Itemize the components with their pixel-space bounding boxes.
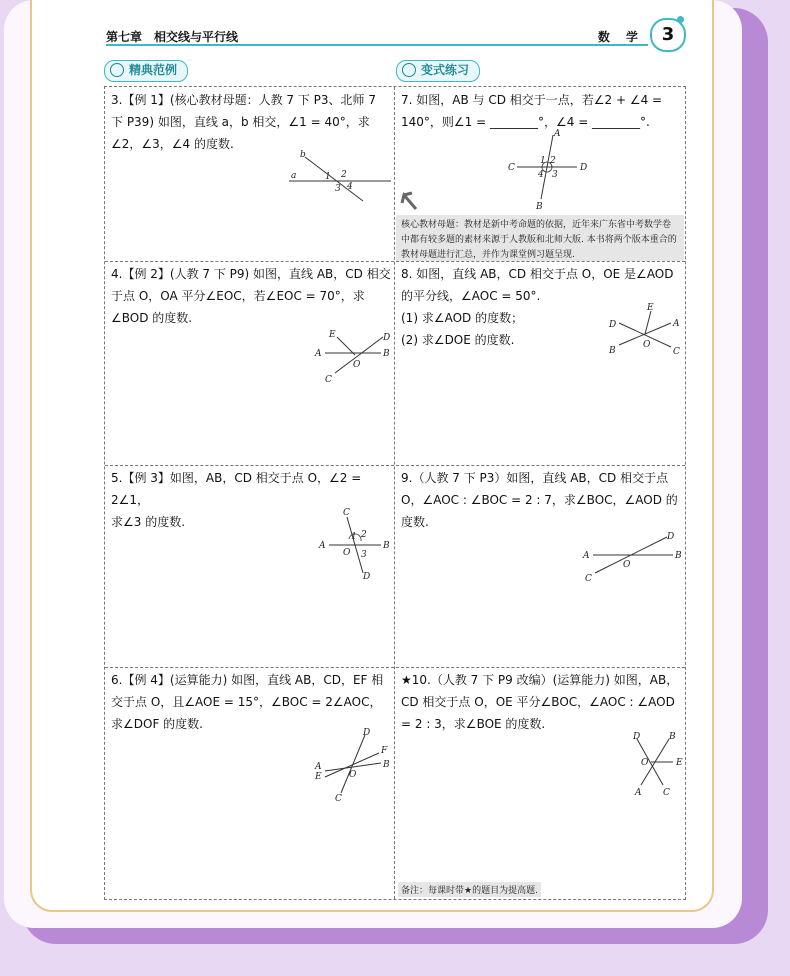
label-4: 4 xyxy=(347,182,353,192)
problem-3-line: ∠2，∠3，∠4 的度数. xyxy=(111,137,234,151)
label-C: C xyxy=(663,788,670,797)
problem-9-line: 度数. xyxy=(401,515,429,529)
problem-8-line: 8. 如图，直线 AB，CD 相交于点 O，OE 是∠AOD xyxy=(401,267,674,281)
figure-6 xyxy=(311,727,395,801)
problem-3-line: 3.【例 1】(核心教材母题：人教 7 下 P3、北师 7 xyxy=(111,93,376,107)
label-C: C xyxy=(335,794,342,801)
label-D: D xyxy=(363,572,371,582)
label-B: B xyxy=(383,760,390,770)
grid-divider-row2 xyxy=(105,465,685,466)
note-box: 核心教材母题：教材是新中考命题的依据，近年来广东省中考数学卷中都有较多题的素材来源于人教版和北师大版. 本书将两个版本重合的教材母题进行汇总，并作为课堂例习题呈现. xyxy=(396,215,684,261)
label-A: A xyxy=(673,319,680,329)
label-E: E xyxy=(647,303,654,313)
label-1: 1 xyxy=(540,156,546,166)
problem-9-line: 9.（人教 7 下 P3）如图，直线 AB，CD 相交于点 xyxy=(401,471,669,485)
label-A: A xyxy=(635,788,642,797)
label-3: 3 xyxy=(361,550,367,560)
problem-9 xyxy=(401,467,683,533)
label-1: 1 xyxy=(351,532,357,542)
figure-4 xyxy=(311,327,395,391)
label-B: B xyxy=(675,551,682,561)
label-A: A xyxy=(583,551,590,561)
problem-7-line: 140°，则∠1 = ________°，∠4 = ________°. xyxy=(401,115,650,129)
chapter-title: 第七章 相交线与平行线 xyxy=(106,30,239,44)
label-E: E xyxy=(315,772,322,782)
problem-4-line: ∠BOD 的度数. xyxy=(111,311,193,325)
label-a: a xyxy=(291,171,297,181)
label-B: B xyxy=(383,349,390,359)
problem-4-line: 4.【例 2】(人教 7 下 P9) 如图，直线 AB，CD 相交 xyxy=(111,267,391,281)
pencil-icon xyxy=(402,63,416,77)
header-rule xyxy=(106,44,648,46)
grid-divider-row1 xyxy=(105,261,685,262)
label-C: C xyxy=(508,163,515,173)
label-2: 2 xyxy=(341,170,347,180)
label-D: D xyxy=(633,732,641,742)
label-B: B xyxy=(609,346,616,356)
problem-10 xyxy=(401,669,683,735)
problem-4-line: 于点 O，OA 平分∠EOC，若∠EOC = 70°，求 xyxy=(111,289,365,303)
problem-8-line: 的平分线，∠AOC = 50°. xyxy=(401,289,541,303)
label-A: A xyxy=(554,129,561,139)
subject-label: 数 学 xyxy=(597,30,644,44)
label-D: D xyxy=(580,163,588,173)
label-2: 2 xyxy=(361,530,367,540)
label-B: B xyxy=(536,202,543,211)
label-1: 1 xyxy=(325,172,331,182)
label-A: A xyxy=(315,349,322,359)
problem-5-line: 5.【例 3】如图，AB，CD 相交于点 O，∠2 = 2∠1， xyxy=(111,471,362,507)
tag-practice xyxy=(396,60,480,82)
tag-examples-label: 精典范例 xyxy=(129,63,178,77)
figure-9 xyxy=(579,531,689,587)
label-B: B xyxy=(383,541,390,551)
figure-3 xyxy=(285,145,395,215)
problem-9-line: O，∠AOC : ∠BOC = 2 : 7，求∠BOC，∠AOD 的 xyxy=(401,493,678,507)
label-O: O xyxy=(343,548,351,558)
label-b: b xyxy=(300,150,306,160)
ray-oe xyxy=(337,337,355,355)
label-F: F xyxy=(381,746,388,756)
label-C: C xyxy=(343,508,350,518)
globe-icon xyxy=(110,63,124,77)
label-3: 3 xyxy=(552,170,558,180)
problem-3-line: 下 P39) 如图，直线 a，b 相交，∠1 = 40°，求 xyxy=(111,115,370,129)
page-number: 3 xyxy=(650,18,686,52)
figure-10 xyxy=(621,731,691,797)
figure-7 xyxy=(503,127,593,211)
tag-examples xyxy=(104,60,188,82)
page-header xyxy=(76,14,688,48)
problem-6-line: 交于点 O，且∠AOE = 15°，∠BOC = 2∠AOC， xyxy=(111,695,382,709)
problem-6-line: 6.【例 4】(运算能力) 如图，直线 AB，CD，EF 相 xyxy=(111,673,384,687)
label-O: O xyxy=(643,340,651,350)
line-cd xyxy=(341,735,365,793)
label-O: O xyxy=(641,758,649,768)
problem-5-line: 求∠3 的度数. xyxy=(111,515,186,529)
figure-5 xyxy=(315,503,395,583)
label-D: D xyxy=(667,532,675,542)
problem-6-line: 求∠DOF 的度数. xyxy=(111,717,203,731)
ray-oe xyxy=(645,311,651,334)
label-C: C xyxy=(585,574,592,584)
label-E: E xyxy=(329,330,336,340)
problem-grid xyxy=(104,86,686,900)
label-A: A xyxy=(315,762,322,772)
label-A: A xyxy=(319,541,326,551)
label-2: 2 xyxy=(550,156,556,166)
label-C: C xyxy=(325,375,332,385)
label-B: B xyxy=(669,732,676,742)
line-b xyxy=(305,157,363,201)
problem-7-line: 7. 如图，AB 与 CD 相交于一点，若∠2 + ∠4 = xyxy=(401,93,663,107)
label-D: D xyxy=(363,728,371,738)
label-O: O xyxy=(349,770,357,780)
problem-10-line: CD 相交于点 O，OE 平分∠BOC，∠AOC : ∠AOD xyxy=(401,695,675,709)
figure-8 xyxy=(601,301,687,365)
page-number-dot xyxy=(677,16,684,23)
grid-divider-row3 xyxy=(105,667,685,668)
label-D: D xyxy=(383,333,391,343)
label-C: C xyxy=(673,347,680,357)
problem-6 xyxy=(111,669,391,735)
label-O: O xyxy=(623,560,631,570)
label-3: 3 xyxy=(335,184,341,194)
problem-8-line: (1) 求∠AOD 的度数； xyxy=(401,311,524,325)
tag-practice-label: 变式练习 xyxy=(421,63,470,77)
problem-4 xyxy=(111,263,391,329)
footnote: 备注：每课时带★的题目为提高题. xyxy=(398,882,541,897)
problem-10-line: = 2 : 3，求∠BOE 的度数. xyxy=(401,717,546,731)
label-O: O xyxy=(353,360,361,370)
label-E: E xyxy=(676,758,683,768)
problem-10-line: ★10.（人教 7 下 P9 改编）(运算能力) 如图，AB， xyxy=(401,673,679,687)
label-4: 4 xyxy=(538,170,544,180)
problem-8-line: (2) 求∠DOE 的度数. xyxy=(401,333,515,347)
arrow-icon xyxy=(396,183,420,213)
label-D: D xyxy=(609,320,617,330)
